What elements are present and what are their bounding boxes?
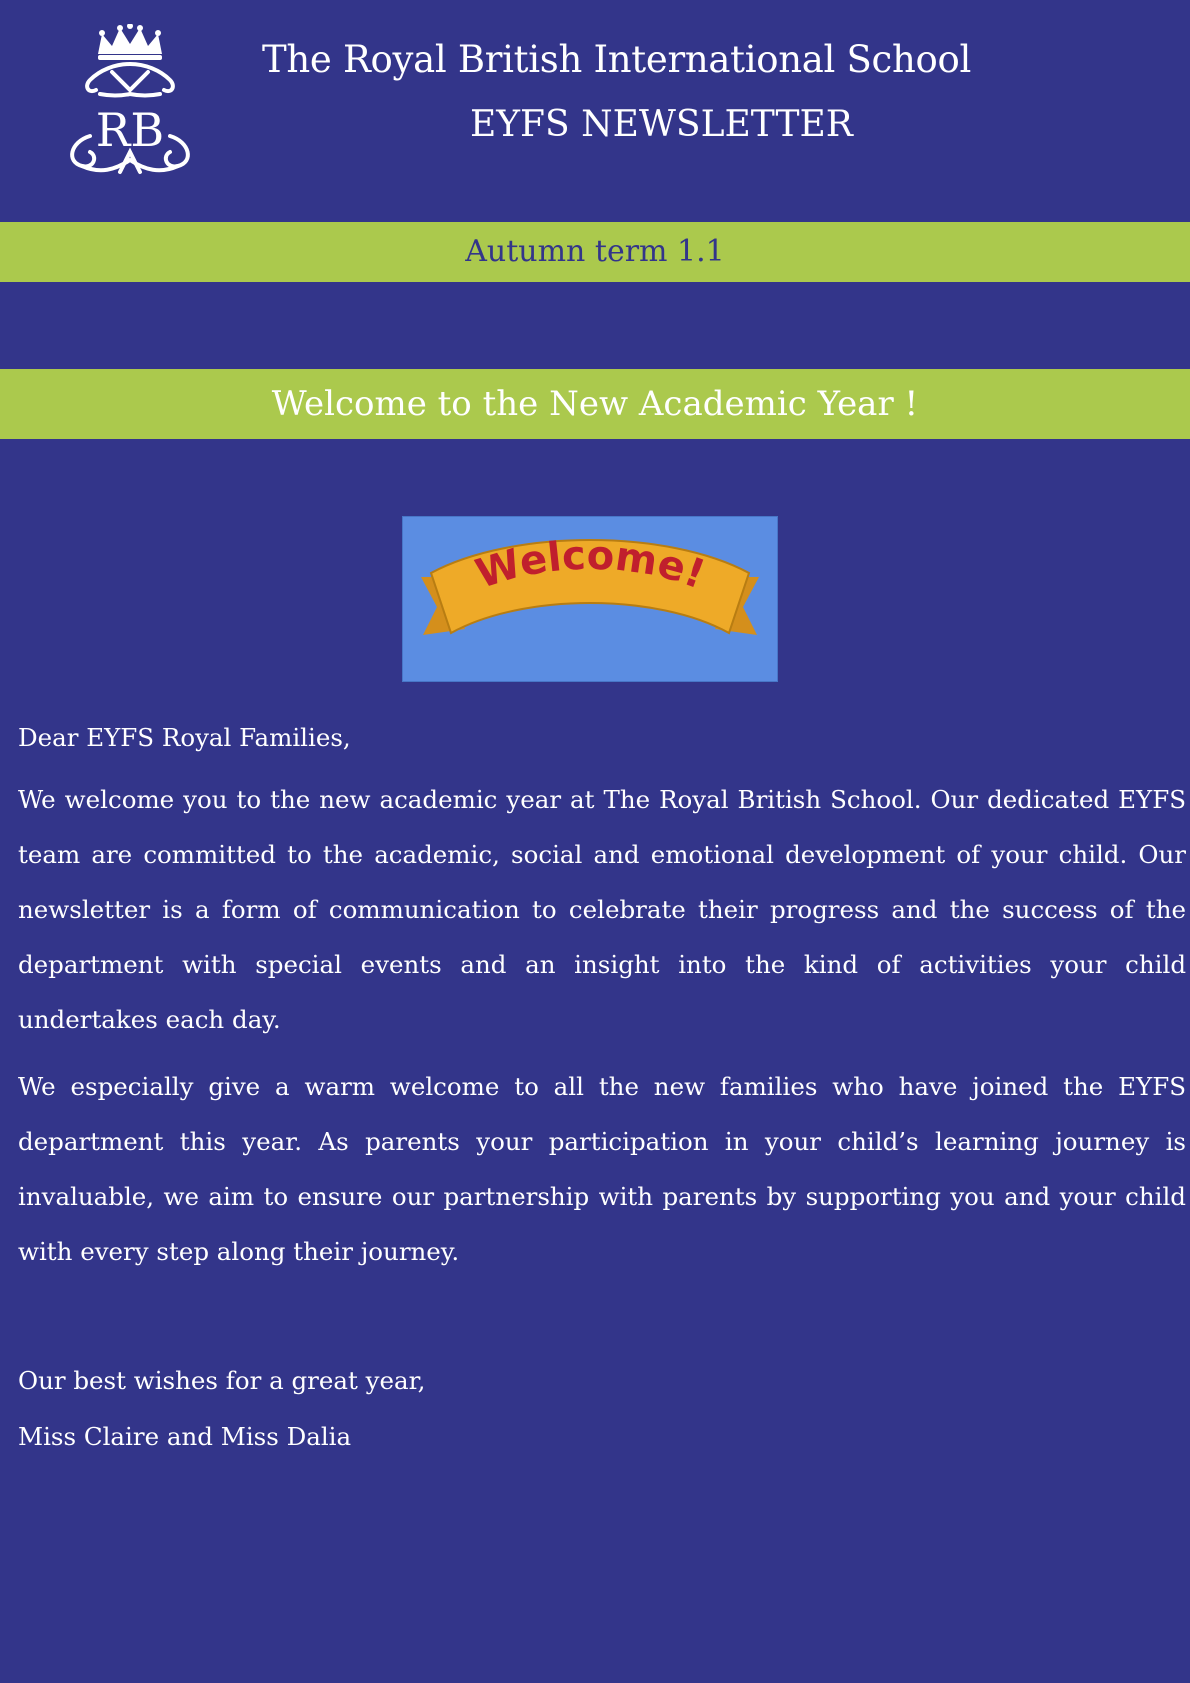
welcome-image-text: Welcome! [470, 532, 711, 599]
welcome-heading: Welcome to the New Academic Year ! [271, 384, 919, 424]
newsletter-title: EYFS NEWSLETTER [470, 104, 853, 145]
crown-monogram-crest-icon [60, 24, 200, 184]
term-banner [0, 222, 1190, 282]
letter-body [18, 716, 1186, 1459]
letter-paragraph: We especially give a warm welcome to all the new families who have joined the EYFS department this year. As parents your participation in your child’s learning journey is invaluable, we aim to ensure our partnership with parents by supporting you and your child with every step along their journey. [18, 1072, 1186, 1266]
letter-closing: Our best wishes for a great year, [18, 1366, 426, 1395]
letter-greeting: Dear EYFS Royal Families, [18, 723, 351, 752]
welcome-banner [0, 369, 1190, 439]
school-name: The Royal British International School [262, 38, 971, 81]
school-logo [60, 24, 200, 184]
welcome-image [402, 516, 778, 682]
logo-monogram: RB [95, 103, 165, 157]
letter-signature: Miss Claire and Miss Dalia [18, 1422, 352, 1451]
letter-paragraph: We welcome you to the new academic year at The Royal British School. Our dedicated EYFS team are committed to the academic, social and emotional development of your child. Our newsletter is a form of communication to celebrate their progress and the success of the department with special events and an insight into the kind of activities your child undertakes each day. [18, 785, 1186, 1034]
term-label: Autumn term 1.1 [465, 234, 725, 269]
welcome-ribbon-banner-icon [403, 517, 777, 681]
